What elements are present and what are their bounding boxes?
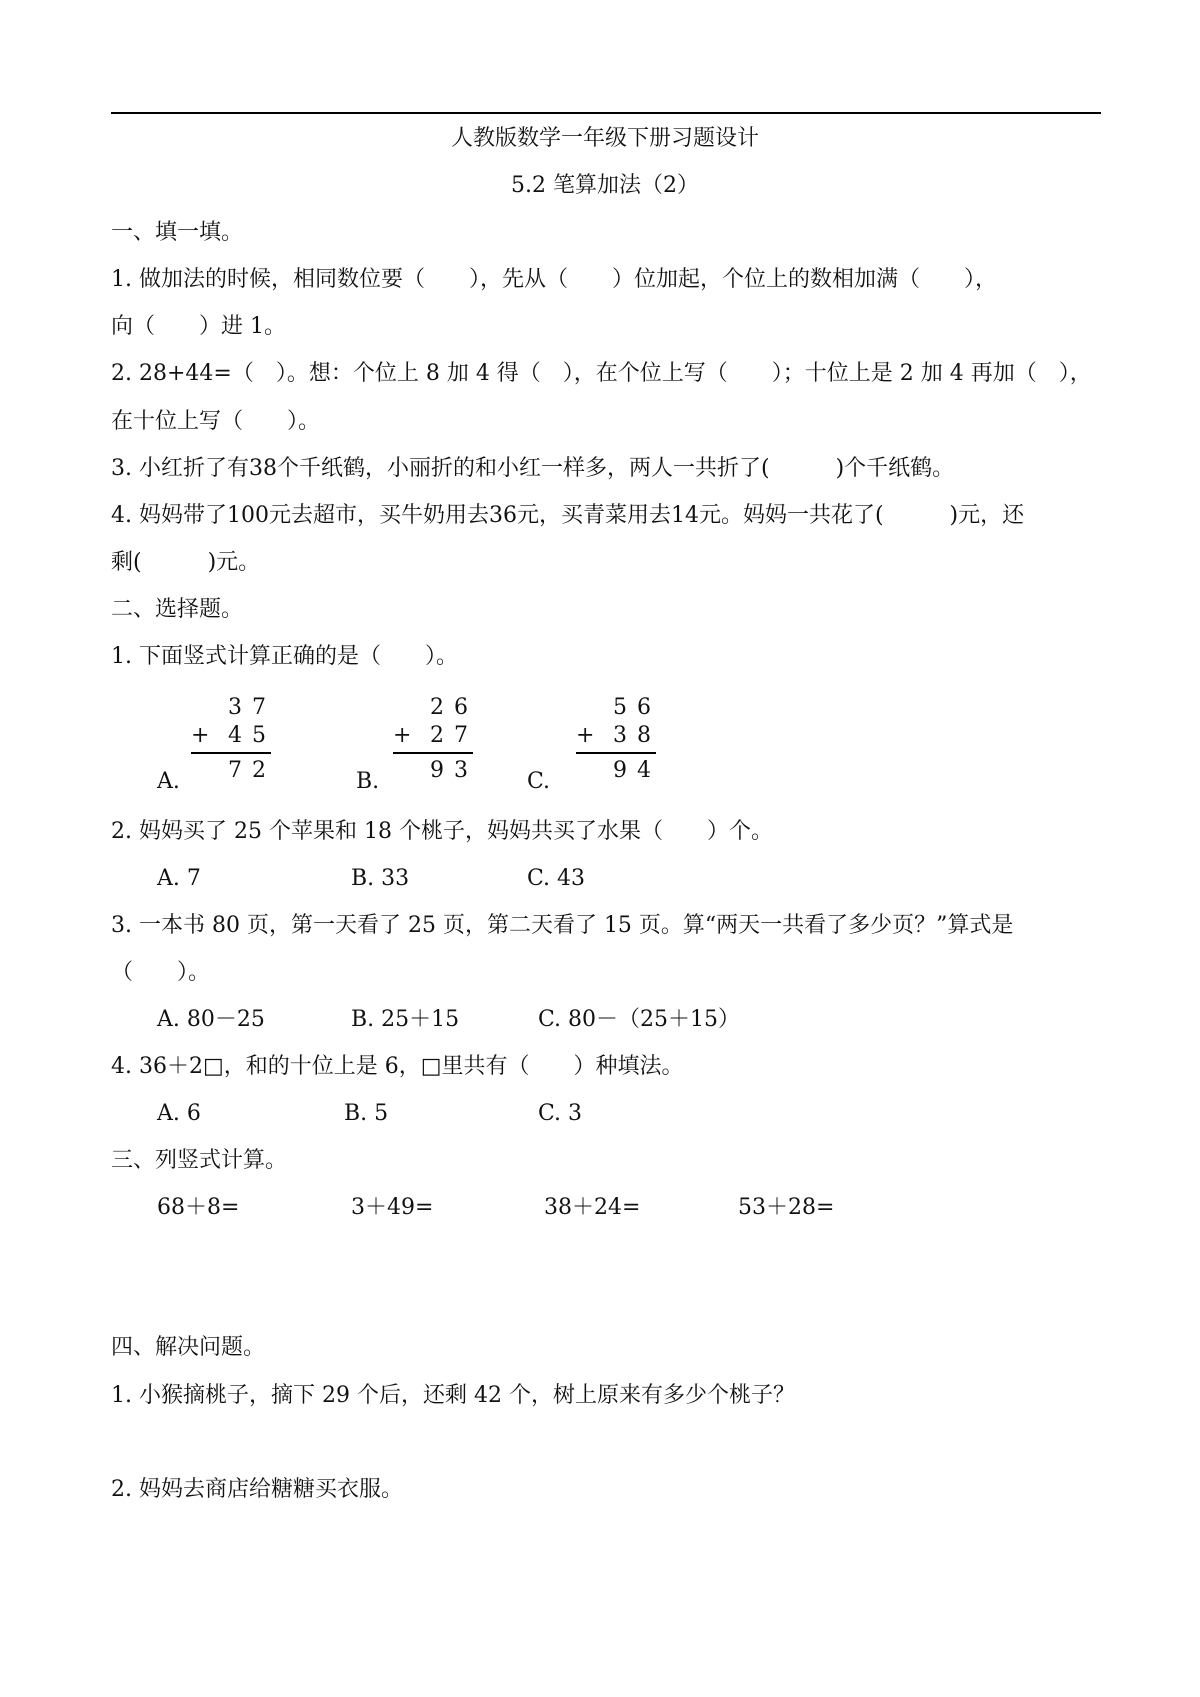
- choice-q4-text: 4. 36＋2□，和的十位上是 6，□里共有（ ）种填法。: [111, 1054, 684, 1079]
- calc-item-3: 38＋24=: [544, 1195, 641, 1220]
- vertical-calc-a: 3 7 + 4 5 7 2: [191, 694, 271, 785]
- fill-q2-line1: 2. 28+44=（ ）。想：个位上 8 加 4 得（ ），在个位上写（ ）；十位上是 2 加 4 再加（ ），: [111, 361, 1092, 386]
- choice-q1-text: 1. 下面竖式计算正确的是（ ）。: [111, 644, 458, 669]
- choice-q3-option-c: C. 80－（25＋15）: [538, 1007, 741, 1032]
- calc-item-1: 68＋8=: [157, 1195, 240, 1220]
- vertical-calc-b: 2 6 + 2 7 9 3: [393, 694, 473, 785]
- fill-q4-line1: 4. 妈妈带了100元去超市，买牛奶用去36元，买青菜用去14元。妈妈一共花了( )元，还: [111, 503, 1025, 528]
- page-subtitle: 5.2 笔算加法（2）: [511, 173, 699, 198]
- section-heading-fill: 一、填一填。: [111, 220, 244, 245]
- option-a-label: A.: [157, 769, 180, 794]
- choice-q3-option-a: A. 80－25: [157, 1007, 265, 1032]
- fill-q1-line2: 向（ ）进 1。: [111, 314, 286, 339]
- fill-q4-line2: 剩( )元。: [111, 550, 261, 575]
- choice-q2-option-c: C. 43: [527, 866, 586, 891]
- choice-q3-text-cont: （ ）。: [111, 960, 211, 985]
- section-heading-vertical: 三、列竖式计算。: [111, 1148, 288, 1173]
- choice-q4-option-b: B. 5: [344, 1101, 389, 1126]
- sum-line: [393, 752, 473, 754]
- choice-q2-text: 2. 妈妈买了 25 个苹果和 18 个桃子，妈妈共买了水果（ ）个。: [111, 819, 773, 844]
- section-heading-choice: 二、选择题。: [111, 597, 244, 622]
- choice-q2-option-a: A. 7: [157, 866, 201, 891]
- choice-q2-option-b: B. 33: [351, 866, 410, 891]
- calc-item-2: 3＋49=: [351, 1195, 434, 1220]
- fill-q1-line1: 1. 做加法的时候，相同数位要（ ），先从（ ）位加起，个位上的数相加满（ ），: [111, 267, 997, 292]
- sum-line: [191, 752, 271, 754]
- fill-q2-line2: 在十位上写（ ）。: [111, 409, 321, 434]
- choice-q3-text: 3. 一本书 80 页，第一天看了 25 页，第二天看了 15 页。算“两天一共看了多少页？”算式是: [111, 913, 1014, 938]
- problem-q1: 1. 小猴摘桃子，摘下 29 个后，还剩 42 个，树上原来有多少个桃子？: [111, 1383, 795, 1408]
- fill-q3: 3. 小红折了有38个千纸鹤，小丽折的和小红一样多，两人一共折了( )个千纸鹤。: [111, 456, 955, 481]
- page-title: 人教版数学一年级下册习题设计: [450, 126, 759, 151]
- option-c-label: C.: [527, 769, 551, 794]
- choice-q4-option-a: A. 6: [157, 1101, 201, 1126]
- choice-q3-option-b: B. 25＋15: [351, 1007, 460, 1032]
- section-heading-problems: 四、解决问题。: [111, 1335, 266, 1360]
- calc-item-4: 53＋28=: [738, 1195, 835, 1220]
- header-rule: [111, 112, 1101, 114]
- choice-q4-option-c: C. 3: [538, 1101, 583, 1126]
- problem-q2: 2. 妈妈去商店给糖糖买衣服。: [111, 1477, 403, 1502]
- option-b-label: B.: [356, 769, 380, 794]
- vertical-calc-c: 5 6 + 3 8 9 4: [576, 694, 656, 785]
- sum-line: [576, 752, 656, 754]
